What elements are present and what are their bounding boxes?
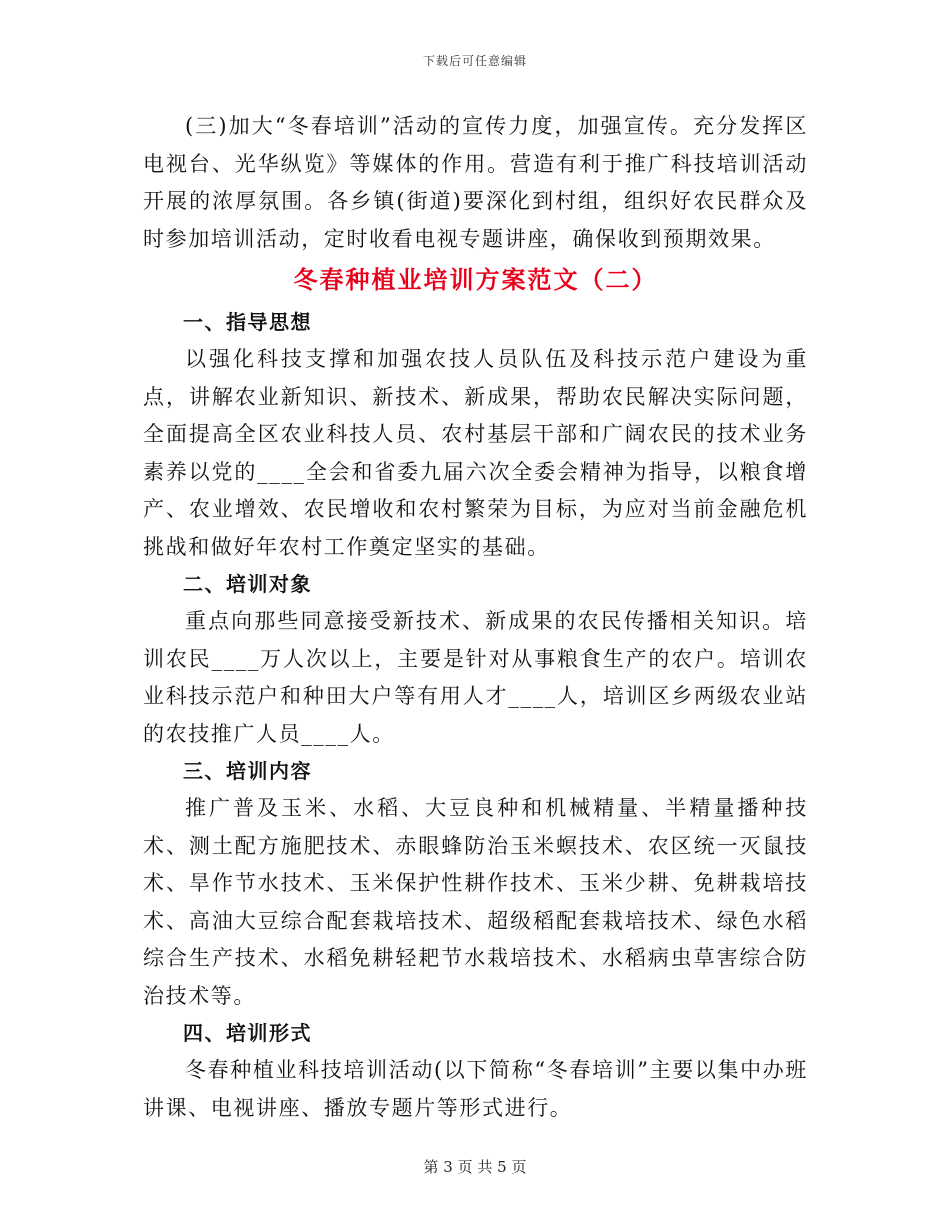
section-training-targets	[143, 566, 808, 753]
page-number: 第 3 页 共 5 页	[423, 1158, 527, 1176]
section-training-format	[143, 1015, 808, 1127]
section-training-content	[143, 753, 808, 1015]
section-body: 冬春种植业科技培训活动(以下简称“冬春培训”主要以集中办班讲课、电视讲座、播放专题片等形式进行。	[143, 1058, 808, 1120]
section-body: 以强化科技支撑和加强农技人员队伍及科技示范户建设为重点，讲解农业新知识、新技术、新成果，帮助农民解决实际问题，全面提高全区农业科技人员、农村基层干部和广阔农民的技术业务素养以党的____全会和省委九届六次全委会精神为指导，以粮食增产、农业增效、农民增收和农村繁荣为目标，为应对当前金融危机挑战和做好年农村工作奠定坚实的基础。	[143, 347, 808, 559]
page-header-note: 下载后可任意编辑	[422, 54, 527, 68]
section-heading: 二、培训对象	[183, 572, 312, 596]
document-title: 冬春种植业培训方案范文（二）	[293, 266, 658, 294]
section-heading: 三、培训内容	[183, 759, 312, 783]
section-heading: 四、培训形式	[183, 1021, 312, 1045]
section-body: 重点向那些同意接受新技术、新成果的农民传播相关知识。培训农民____万人次以上，主要是针对从事粮食生产的农户。培训农业科技示范户和种田大户等有用人才____人，培训区乡两级农业站的农技推广人员____人。	[143, 609, 808, 746]
section-body: 推广普及玉米、水稻、大豆良种和机械精量、半精量播种技术、测土配方施肥技术、赤眼蜂防治玉米螟技术、农区统一灭鼠技术、旱作节水技术、玉米保护性耕作技术、玉米少耕、免耕栽培技术、高油大豆综合配套栽培技术、超级稻配套栽培技术、绿色水稻综合生产技术、水稻免耕轻耙节水栽培技术、水稻病虫草害综合防治技术等。	[143, 796, 808, 1008]
intro-paragraph: (三)加大“冬春培训”活动的宣传力度，加强宣传。充分发挥区电视台、光华纵览》等媒体的作用。营造有利于推广科技培训活动开展的浓厚氛围。各乡镇(街道)要深化到村组，组织好农民群众及时参加培训活动，定时收看电视专题讲座，确保收到预期效果。	[143, 114, 808, 251]
section-heading: 一、指导思想	[183, 310, 312, 334]
section-guiding-ideology	[143, 304, 808, 566]
document-body	[143, 108, 808, 1127]
